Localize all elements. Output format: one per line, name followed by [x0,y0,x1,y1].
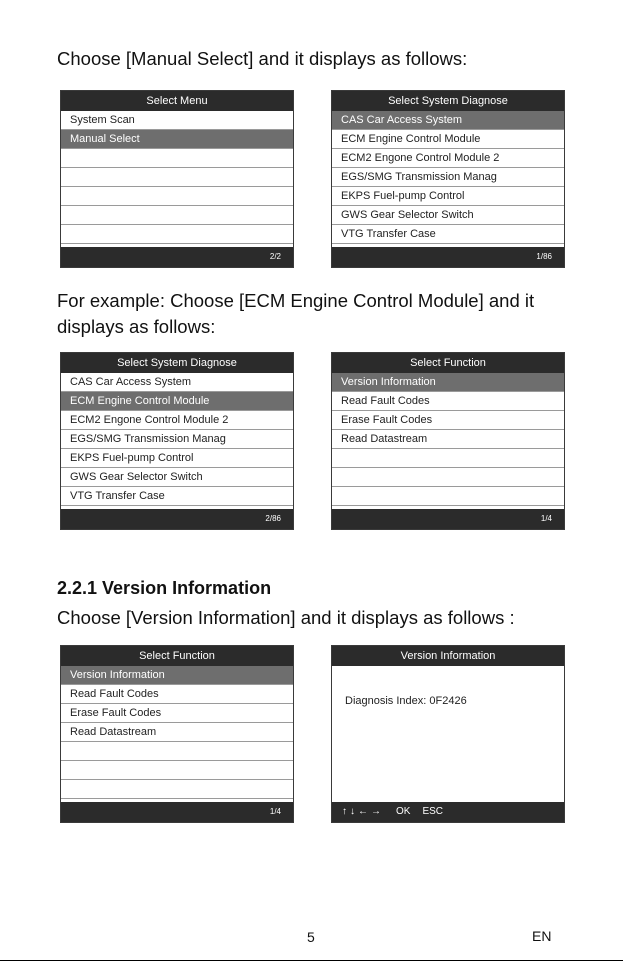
menu-item[interactable]: VTG Transfer Case [332,225,564,244]
arrow-up-icon: ↑ [342,806,347,817]
menu-item[interactable] [332,449,564,468]
menu-item[interactable]: Version Information [61,666,293,685]
bottom-rule [0,960,623,961]
menu-item[interactable]: EKPS Fuel-pump Control [61,449,293,468]
menu-item[interactable]: EGS/SMG Transmission Manag [61,430,293,449]
page-indicator: 2/2 [61,247,293,267]
page-indicator: 1/86 [332,247,564,267]
menu-item[interactable] [332,468,564,487]
screen-title: Version Information [332,646,564,666]
arrow-left-icon: ← [358,806,368,817]
nav-bar [332,802,564,822]
menu-item[interactable] [61,187,293,206]
screen-select-menu [60,90,294,268]
arrow-right-icon: → [371,806,381,817]
menu-item[interactable]: ECM Engine Control Module [332,130,564,149]
menu-item[interactable]: ECM2 Engone Control Module 2 [61,411,293,430]
menu-item[interactable] [332,487,564,506]
screen-select-system-diagnose-2 [60,352,294,530]
menu-item[interactable]: Read Fault Codes [61,685,293,704]
menu-item[interactable]: Manual Select [61,130,293,149]
screen-title: Select System Diagnose [332,91,564,111]
menu-item[interactable]: CAS Car Access System [332,111,564,130]
menu-list [61,111,293,244]
menu-item[interactable]: Version Information [332,373,564,392]
screen-select-function-1 [331,352,565,530]
screen-title: Select System Diagnose [61,353,293,373]
menu-item[interactable] [61,742,293,761]
ok-key: OK [396,806,411,817]
page-indicator: 1/4 [61,802,293,822]
menu-item[interactable]: EKPS Fuel-pump Control [332,187,564,206]
screen-select-system-diagnose-1 [331,90,565,268]
menu-item[interactable] [61,225,293,244]
menu-item[interactable]: Erase Fault Codes [61,704,293,723]
menu-item[interactable]: Erase Fault Codes [332,411,564,430]
page-indicator: 1/4 [332,509,564,529]
example-text-line-2: displays as follows: [57,316,216,337]
diagnosis-index: Diagnosis Index: 0F2426 [345,695,467,707]
arrow-down-icon: ↓ [350,806,355,817]
menu-item[interactable]: Read Datastream [61,723,293,742]
menu-list [332,373,564,506]
menu-item[interactable]: ECM2 Engone Control Module 2 [332,149,564,168]
menu-item[interactable]: ECM Engine Control Module [61,392,293,411]
screen-select-function-2 [60,645,294,823]
menu-item[interactable] [61,206,293,225]
menu-list [332,111,564,244]
example-text-line-1: For example: Choose [ECM Engine Control Module] and it [57,290,535,311]
menu-item[interactable]: VTG Transfer Case [61,487,293,506]
menu-item[interactable]: Read Fault Codes [332,392,564,411]
menu-list [61,373,293,506]
screen-version-information [331,645,565,823]
menu-item[interactable] [61,780,293,799]
screen-title: Select Function [61,646,293,666]
screen-title: Select Function [332,353,564,373]
menu-item[interactable] [61,761,293,780]
screen-title: Select Menu [61,91,293,111]
menu-item[interactable]: EGS/SMG Transmission Manag [332,168,564,187]
menu-item[interactable]: CAS Car Access System [61,373,293,392]
page-indicator: 2/86 [61,509,293,529]
intro-manual-select: Choose [Manual Select] and it displays as follows: [57,48,468,69]
section-heading: 2.2.1 Version Information [57,578,272,598]
menu-item[interactable]: GWS Gear Selector Switch [61,468,293,487]
menu-item[interactable]: System Scan [61,111,293,130]
intro-version-information: Choose [Version Information] and it displays as follows : [57,607,515,628]
menu-item[interactable]: Read Datastream [332,430,564,449]
menu-list [61,666,293,799]
language-label: EN [532,928,552,944]
page-number: 5 [307,929,315,945]
menu-item[interactable]: GWS Gear Selector Switch [332,206,564,225]
menu-item[interactable] [61,168,293,187]
esc-key: ESC [422,806,444,817]
menu-item[interactable] [61,149,293,168]
